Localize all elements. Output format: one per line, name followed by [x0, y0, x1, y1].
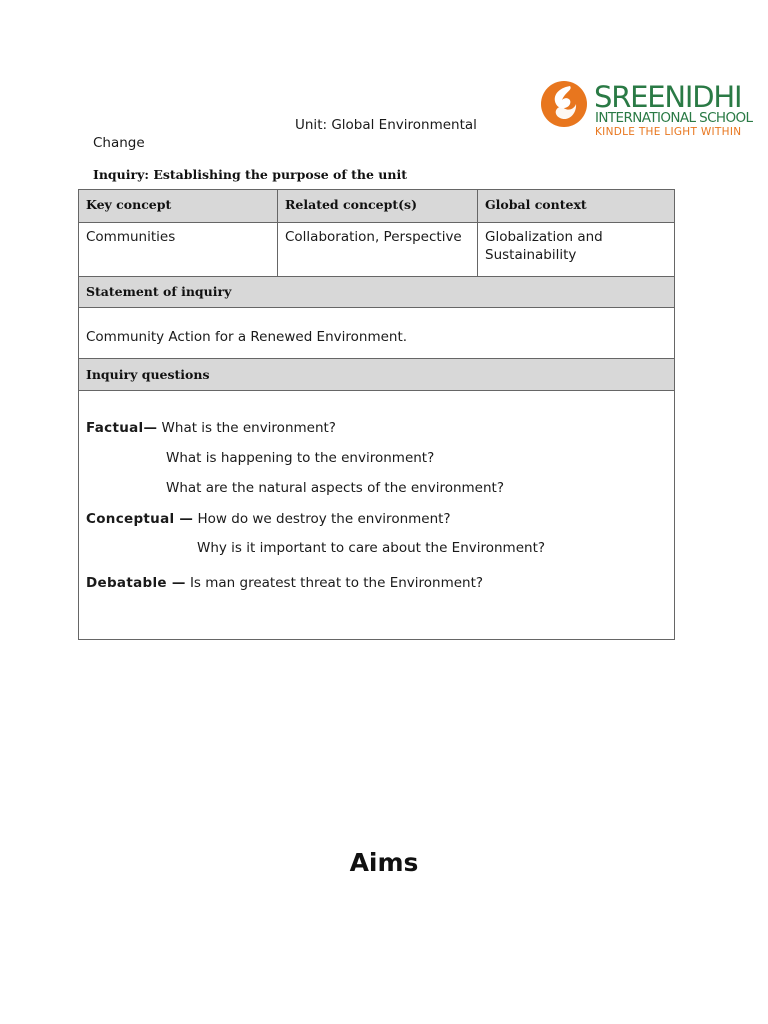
- key-concept-header: Key concept: [86, 197, 172, 212]
- unit-title: Unit: Global Environmental: [295, 117, 477, 133]
- unit-title-continuation: Change: [93, 135, 145, 151]
- related-concepts-header: Related concept(s): [277, 190, 477, 222]
- concept-values-row: [78, 222, 675, 277]
- related-concepts-value: Collaboration, Perspective: [277, 223, 477, 276]
- questions-header-row: [78, 358, 675, 391]
- key-concept-value: Communities: [86, 229, 176, 245]
- statement-row: [78, 307, 675, 359]
- global-context-header: Global context: [477, 190, 674, 222]
- factual-question: What are the natural aspects of the environment?: [166, 480, 504, 496]
- inquiry-title: Inquiry: Establishing the purpose of the unit: [93, 167, 407, 182]
- aims-heading: Aims: [349, 848, 419, 877]
- school-logo: [540, 80, 756, 140]
- factual-label: Factual—: [86, 420, 158, 436]
- logo-name: SREENIDHI: [594, 80, 742, 114]
- statement-of-inquiry-label: Statement of inquiry: [86, 284, 232, 299]
- factual-question: Factual— What is the environment?: [86, 420, 336, 436]
- conceptual-label: Conceptual —: [86, 511, 194, 527]
- flame-swirl-icon: [540, 80, 592, 128]
- conceptual-question: Why is it important to care about the Environment?: [197, 540, 546, 556]
- inquiry-questions-label: Inquiry questions: [86, 367, 210, 382]
- logo-tagline: KINDLE THE LIGHT WITHIN: [595, 126, 742, 138]
- debatable-label: Debatable —: [86, 575, 186, 591]
- global-context-value: Globalization and Sustainability: [477, 223, 674, 276]
- conceptual-question: Conceptual — How do we destroy the environment?: [86, 511, 451, 527]
- statement-of-inquiry-text: Community Action for a Renewed Environment.: [86, 329, 408, 345]
- questions-row: [78, 390, 675, 640]
- logo-subtitle: INTERNATIONAL SCHOOL: [595, 110, 753, 126]
- concept-header-row: [78, 189, 675, 223]
- statement-header-row: [78, 276, 675, 308]
- factual-question: What is happening to the environment?: [166, 450, 435, 466]
- debatable-question: Debatable — Is man greatest threat to the Environment?: [86, 575, 484, 591]
